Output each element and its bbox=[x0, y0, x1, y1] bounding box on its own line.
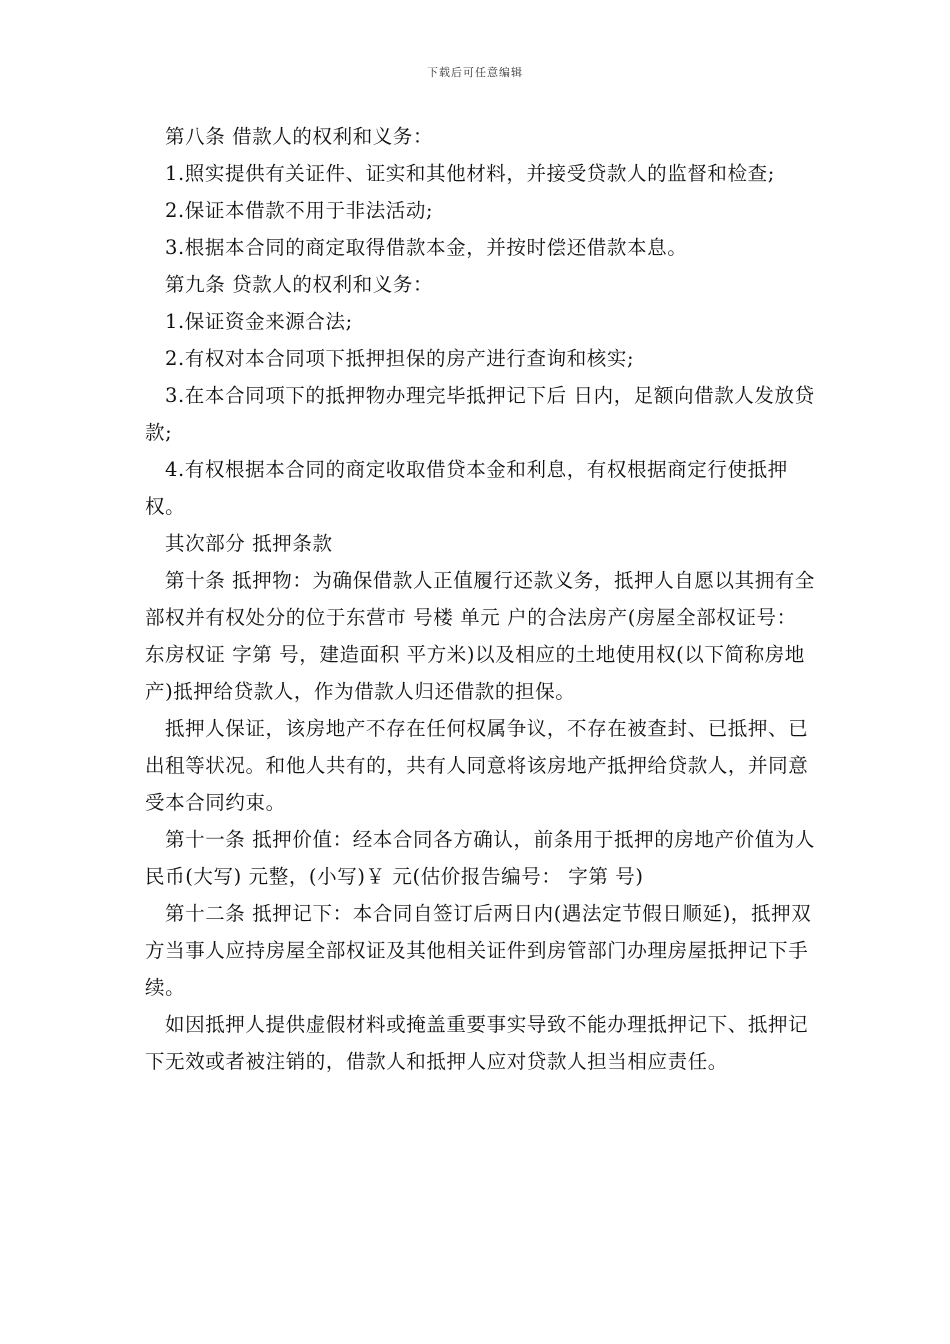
article-8-item-3: 3.根据本合同的商定取得借款本金，并按时偿还借款本息。 bbox=[165, 236, 688, 259]
article-8-heading: 第八条 借款人的权利和义务： bbox=[165, 125, 434, 148]
part-2-heading: 其次部分 抵押条款 bbox=[165, 532, 333, 555]
article-9-item-2: 2.有权对本合同项下抵押担保的房产进行查询和核实; bbox=[165, 347, 635, 370]
liability-clause: 如因抵押人提供虚假材料或掩盖重要事实导致不能办理抵押记下、抵押记下无效或者被注销的，借款人和抵押人应对贷款人担当相应责任。 bbox=[145, 1013, 809, 1073]
document-body bbox=[145, 118, 815, 1080]
article-8-item-2: 2.保证本借款不用于非法活动; bbox=[165, 199, 434, 222]
article-10: 第十条 抵押物：为确保借款人正值履行还款义务，抵押人自愿以其拥有全部权并有权处分的位于东营市 号楼 单元 户的合法房产(房屋全部权证号：东房权证 字第 号，建造面积 平方米)以及相应的土地使用权(以下简称房地产)抵押给贷款人，作为借款人归还借款的担保。 bbox=[145, 569, 815, 703]
article-9-item-4: 4.有权根据本合同的商定收取借贷本金和利息，有权根据商定行使抵押权。 bbox=[145, 458, 788, 518]
article-8-item-1: 1.照实提供有关证件、证实和其他材料，并接受贷款人的监督和检查; bbox=[165, 162, 775, 185]
article-9-heading: 第九条 贷款人的权利和义务： bbox=[165, 273, 434, 296]
article-12: 第十二条 抵押记下：本合同自签订后两日内(遇法定节假日顺延)，抵押双方当事人应持房屋全部权证及其他相关证件到房管部门办理房屋抵押记下手续。 bbox=[145, 902, 812, 999]
page-header-note: 下载后可任意编辑 bbox=[427, 66, 523, 79]
article-9-item-3: 3.在本合同项下的抵押物办理完毕抵押记下后 日内，足额向借款人发放贷款; bbox=[145, 384, 815, 444]
mortgagor-guarantee: 抵押人保证，该房地产不存在任何权属争议，不存在被查封、已抵押、已出租等状况。和他人共有的，共有人同意将该房地产抵押给贷款人，并同意受本合同约束。 bbox=[145, 717, 809, 814]
article-9-item-1: 1.保证资金来源合法; bbox=[165, 310, 353, 333]
article-11: 第十一条 抵押价值：经本合同各方确认，前条用于抵押的房地产价值为人民币(大写) 元整，(小写)￥ 元(估价报告编号： 字第 号) bbox=[145, 828, 815, 888]
